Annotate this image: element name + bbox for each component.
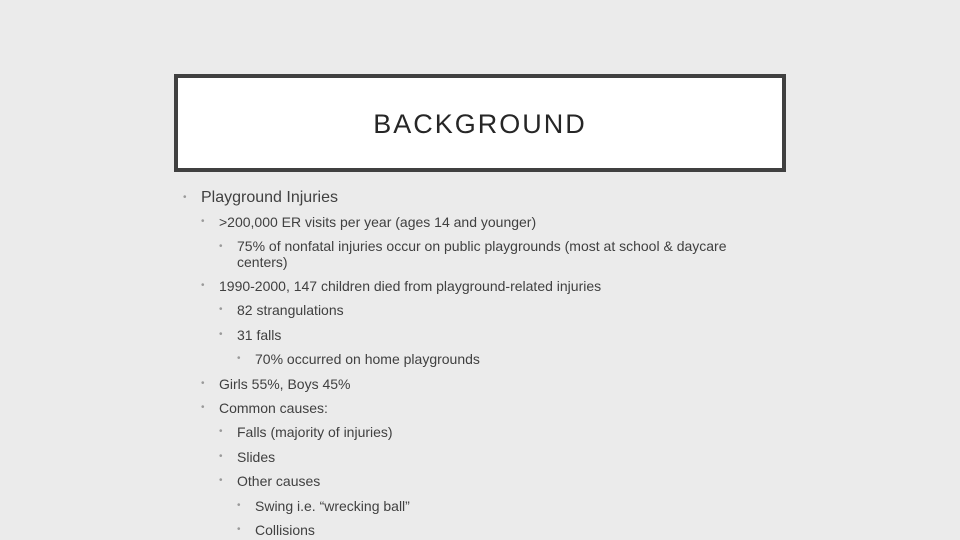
bullet-text: 1990-2000, 147 children died from playground-related injuries bbox=[219, 278, 602, 294]
bullet-text: >200,000 ER visits per year (ages 14 and younger) bbox=[219, 214, 537, 230]
bullet-text: Swing i.e. “wrecking ball” bbox=[255, 498, 410, 514]
bullet-text: Common causes: bbox=[219, 400, 328, 416]
bullet-text: Falls (majority of injuries) bbox=[237, 424, 393, 440]
bullet-dot-icon: • bbox=[183, 192, 187, 203]
bullet-item bbox=[219, 423, 393, 441]
bullet-dot-icon: • bbox=[219, 304, 223, 315]
bullet-dot-icon: • bbox=[201, 216, 205, 227]
bullet-text: Girls 55%, Boys 45% bbox=[219, 376, 351, 392]
bullet-item bbox=[237, 350, 480, 368]
bullet-text: 82 strangulations bbox=[237, 302, 344, 318]
bullet-item bbox=[201, 213, 536, 231]
bullet-dot-icon: • bbox=[237, 353, 241, 364]
bullet-dot-icon: • bbox=[219, 475, 223, 486]
bullet-dot-icon: • bbox=[201, 402, 205, 413]
bullet-text: Playground Injuries bbox=[201, 189, 338, 206]
bullet-item bbox=[201, 375, 351, 393]
bullet-dot-icon: • bbox=[237, 524, 241, 535]
bullet-dot-icon: • bbox=[219, 426, 223, 437]
bullet-dot-icon: • bbox=[237, 500, 241, 511]
bullet-item bbox=[219, 238, 779, 270]
bullet-text: Other causes bbox=[237, 473, 321, 489]
bullet-text: Slides bbox=[237, 449, 276, 465]
bullet-dot-icon: • bbox=[219, 451, 223, 462]
bullet-item bbox=[219, 301, 344, 319]
bullet-text: Collisions bbox=[255, 522, 315, 538]
bullet-item bbox=[219, 326, 281, 344]
bullet-text: 75% of nonfatal injuries occur on public playgrounds (most at school & daycare centers) bbox=[237, 238, 727, 270]
bullet-item bbox=[201, 277, 601, 295]
bullet-item bbox=[237, 497, 410, 515]
bullet-text: 31 falls bbox=[237, 327, 282, 343]
bullet-dot-icon: • bbox=[201, 280, 205, 291]
bullet-item bbox=[237, 521, 315, 539]
bullet-item bbox=[183, 189, 338, 207]
bullet-item bbox=[219, 472, 320, 490]
bullet-dot-icon: • bbox=[219, 241, 223, 252]
bullet-dot-icon: • bbox=[201, 378, 205, 389]
bullet-dot-icon: • bbox=[219, 329, 223, 340]
bullet-item bbox=[201, 399, 328, 417]
bullet-text: 70% occurred on home playgrounds bbox=[255, 351, 480, 367]
slide-title: BACKGROUND bbox=[373, 108, 587, 139]
bullet-item bbox=[219, 448, 275, 466]
